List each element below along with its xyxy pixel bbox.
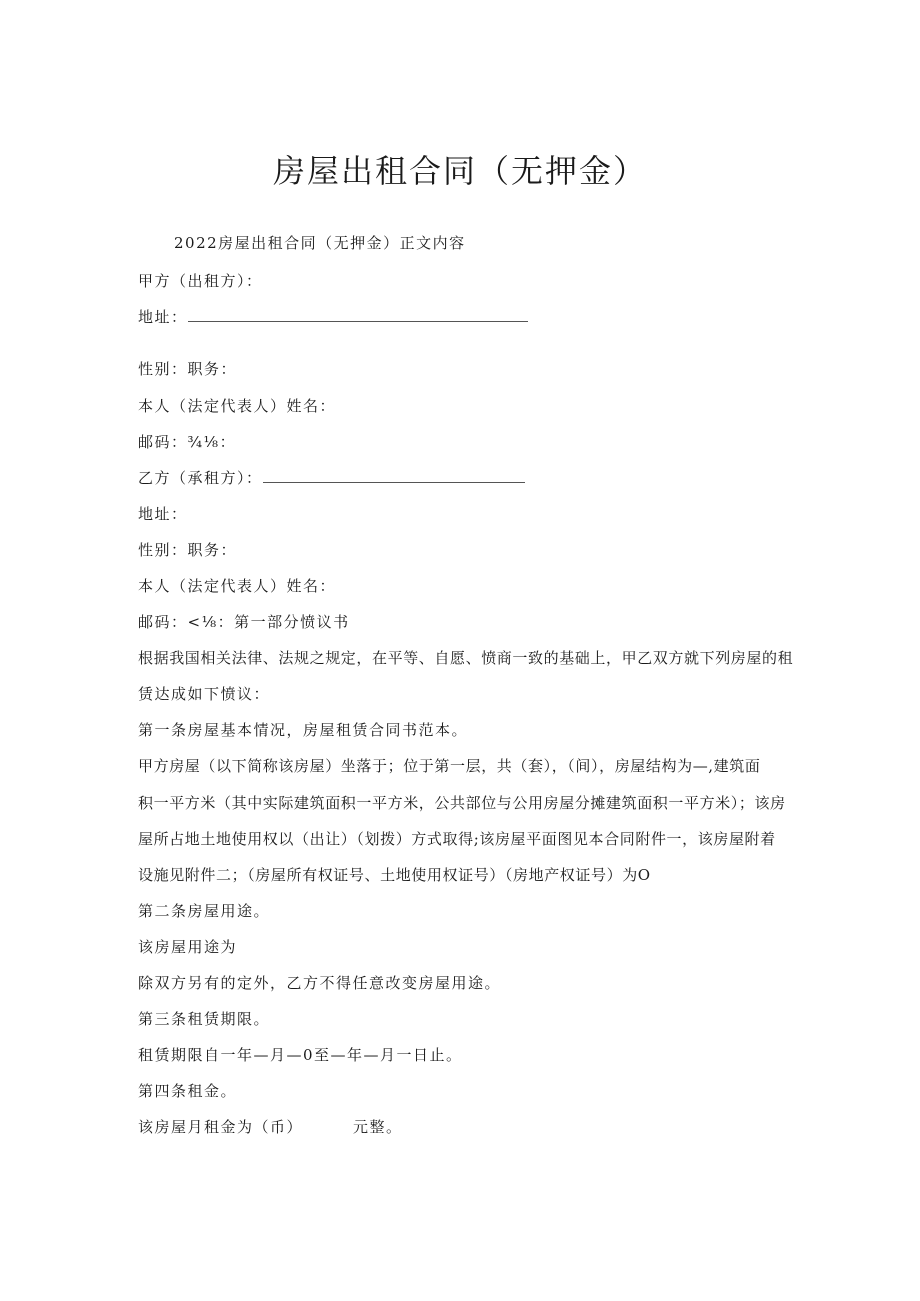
article1-line-3: 屋所占地土地使用权以（出让）（划拨）方式取得;该房屋平面图见本合同附件一，该房屋附着 <box>138 830 776 848</box>
document-title: 房屋出租合同（无押金） <box>272 152 647 190</box>
document-subtitle: 2022房屋出租合同（无押金）正文内容 <box>174 234 466 252</box>
article4-heading: 第四条租金。 <box>138 1082 238 1100</box>
article4-body-row <box>138 1116 403 1137</box>
intro-line-1: 根据我国相关法律、法规之规定，在平等、自愿、愤商一致的基础上，甲乙双方就下列房屋的租 <box>138 649 794 667</box>
party-a-address-label: 地址： <box>138 308 188 326</box>
party-a-postcode: 邮码：¾⅛： <box>138 433 237 451</box>
party-a-gender-title: 性别：职务： <box>138 360 238 378</box>
party-a-representative: 本人（法定代表人）姓名： <box>138 397 337 415</box>
article3-body: 租赁期限自一年—月—0至—年—月一日止。 <box>138 1046 463 1064</box>
party-b-postcode: 邮码：<⅛：第一部分愤议书 <box>138 613 350 631</box>
party-b-gender-title: 性别：职务： <box>138 541 238 559</box>
article4-body-start: 该房屋月租金为（币） <box>138 1118 304 1136</box>
article2-line-1: 该房屋用途为 <box>138 938 238 956</box>
article4-body-end: 元整。 <box>353 1118 403 1136</box>
party-a-label: 甲方（出租方）： <box>138 272 263 290</box>
article1-heading: 第一条房屋基本情况，房屋租赁合同书范本。 <box>138 721 469 739</box>
intro-line-2: 赁达成如下愤议： <box>138 685 271 703</box>
party-b-address-label: 地址： <box>138 505 188 523</box>
article3-heading: 第三条租赁期限。 <box>138 1010 271 1028</box>
party-a-address-row <box>138 306 528 327</box>
article1-line-4: 设施见附件二；（房屋所有权证号、土地使用权证号）（房地产权证号）为O <box>138 866 651 884</box>
party-b-label-row <box>138 467 525 488</box>
article2-heading: 第二条房屋用途。 <box>138 902 271 920</box>
article1-line-2: 积一平方米（其中实际建筑面积一平方米，公共部位与公用房屋分摊建筑面积一平方米）；该房 <box>138 794 786 812</box>
party-b-blank <box>263 468 525 483</box>
article1-line-1: 甲方房屋（以下简称该房屋）坐落于；位于第一层，共（套），（间），房屋结构为—,建筑面 <box>138 757 761 775</box>
party-b-label: 乙方（承租方）： <box>138 469 263 487</box>
party-a-address-blank <box>188 307 528 322</box>
article2-line-2: 除双方另有的定外，乙方不得任意改变房屋用途。 <box>138 974 502 992</box>
party-b-representative: 本人（法定代表人）姓名： <box>138 577 337 595</box>
